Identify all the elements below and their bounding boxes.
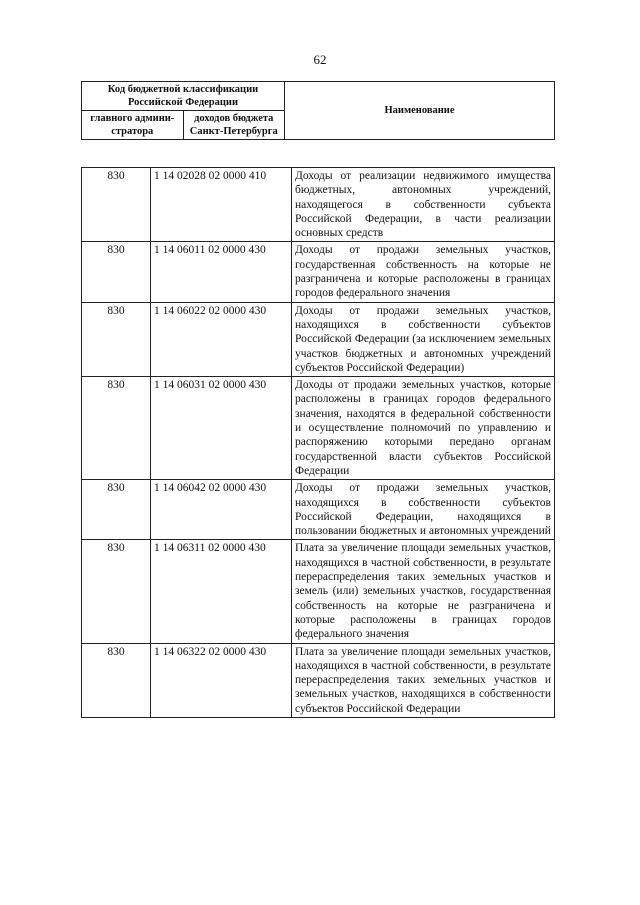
table-row — [82, 242, 555, 302]
table-header — [81, 81, 555, 140]
table-row — [82, 377, 555, 480]
income-name-cell: Доходы от продажи земельных участков, которые расположены в границах городов федерального значения, находятся в федеральной собственности и осуществление полномочий по управлению и распоряжению которыми передано органам государственной власти субъектов Российской Федерации — [292, 377, 555, 480]
income-code-cell: 1 14 06011 02 0000 430 — [151, 242, 292, 302]
income-code-cell: 1 14 02028 02 0000 410 — [151, 168, 292, 242]
admin-code-cell: 830 — [82, 302, 151, 376]
header-budget-income: доходов бюджета Санкт-Петербурга — [183, 111, 285, 140]
income-name-cell: Доходы от продажи земельных участков, находящихся в собственности субъектов Российской Федерации, находящихся в пользовании бюджетных и автономных учреждений — [292, 480, 555, 540]
income-name-cell: Плата за увеличение площади земельных участков, находящихся в частной собственности, в результате перераспределения таких земельных участков и земельных участков, находящихся в собственности субъектов Российской Федерации — [292, 643, 555, 717]
admin-code-cell: 830 — [82, 540, 151, 643]
income-code-cell: 1 14 06042 02 0000 430 — [151, 480, 292, 540]
income-table — [81, 167, 555, 718]
header-classification-code: Код бюджетной классификации Российской Федерации — [82, 82, 285, 111]
table-row — [82, 168, 555, 242]
admin-code-cell: 830 — [82, 643, 151, 717]
income-code-cell: 1 14 06031 02 0000 430 — [151, 377, 292, 480]
table-row — [82, 302, 555, 376]
income-table-body — [82, 168, 555, 718]
table-row — [82, 643, 555, 717]
table-row — [82, 480, 555, 540]
page-number: 62 — [313, 52, 327, 67]
income-name-cell: Доходы от реализации недвижимого имущества бюджетных, автономных учреждений, находящегося в собственности субъекта Российской Федерации, в части реализации основных средств — [292, 168, 555, 242]
income-name-cell: Плата за увеличение площади земельных участков, находящихся в частной собственности, в результате перераспределения таких земельных участков и земель (или) земельных участков, государственная собственность на которые не разграничена и которые расположены в границах городов федерального значения — [292, 540, 555, 643]
income-name-cell: Доходы от продажи земельных участков, находящихся в собственности субъектов Российской Федерации (за исключением земельных участков бюджетных и автономных учреждений субъектов Российской Федерации) — [292, 302, 555, 376]
income-code-cell: 1 14 06311 02 0000 430 — [151, 540, 292, 643]
header-name: Наименование — [285, 82, 555, 140]
income-name-cell: Доходы от продажи земельных участков, государственная собственность на которые не разграничена и которые расположены в границах городов федерального значения — [292, 242, 555, 302]
admin-code-cell: 830 — [82, 480, 151, 540]
admin-code-cell: 830 — [82, 242, 151, 302]
income-code-cell: 1 14 06322 02 0000 430 — [151, 643, 292, 717]
income-code-cell: 1 14 06022 02 0000 430 — [151, 302, 292, 376]
admin-code-cell: 830 — [82, 168, 151, 242]
admin-code-cell: 830 — [82, 377, 151, 480]
table-row — [82, 540, 555, 643]
header-chief-admin: главного админи-стратора — [82, 111, 184, 140]
